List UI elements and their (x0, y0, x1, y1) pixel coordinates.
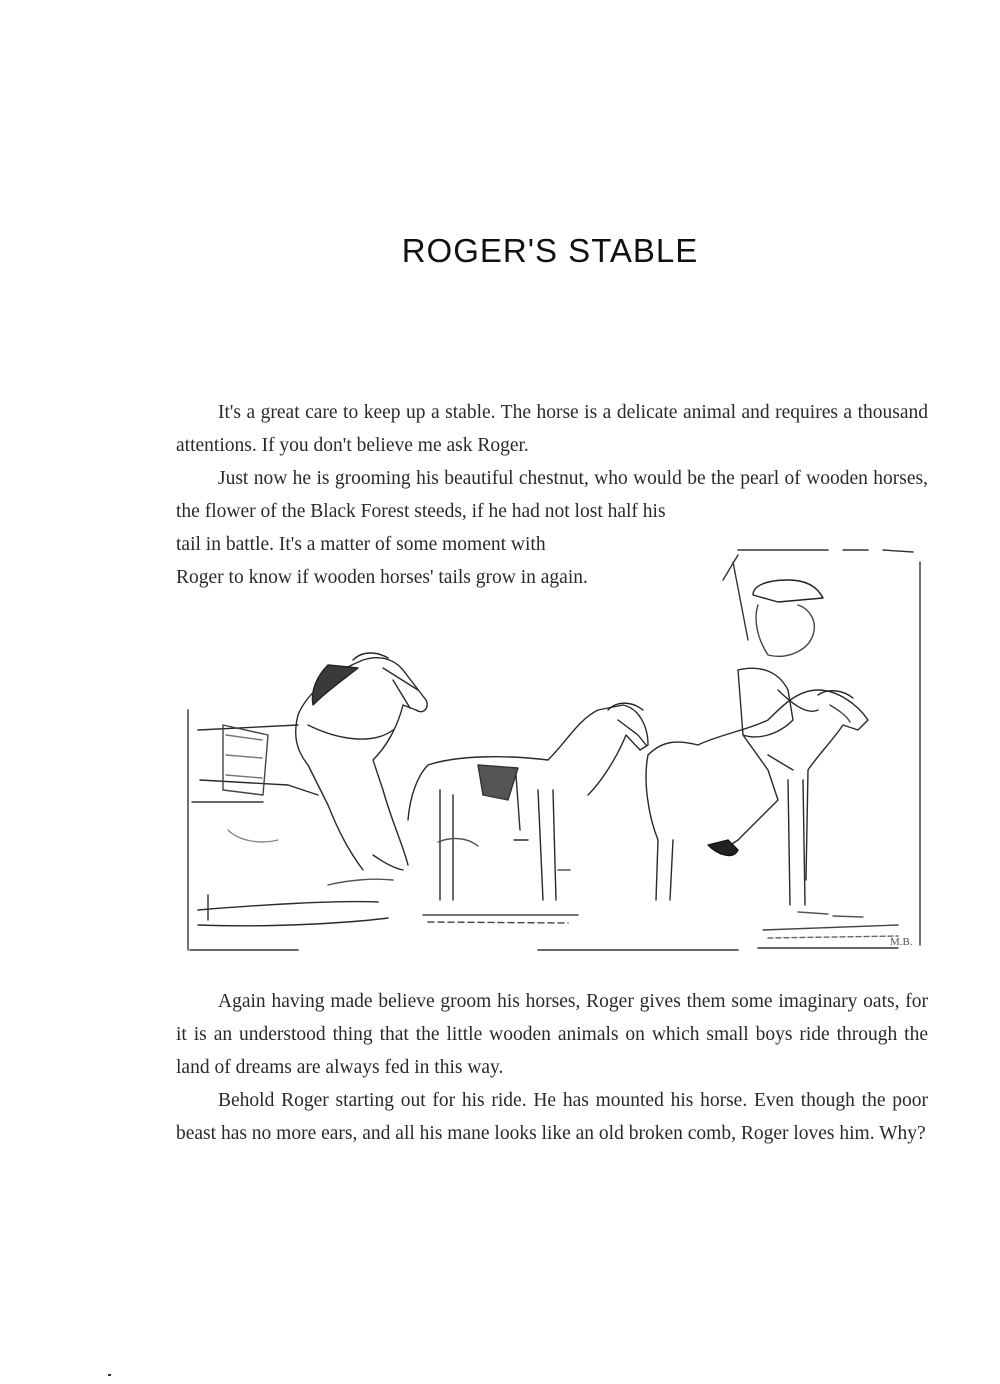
paragraph-1 (176, 396, 928, 462)
paragraph-2-text: Just now he is grooming his beautiful chestnut, who would be the pearl of wooden horses, the flower of the Black Forest steeds, if he had not lost half his (176, 468, 928, 522)
rocking-horse-left (198, 653, 427, 926)
horse-right-with-rider (646, 555, 898, 938)
paragraph-4-text: Behold Roger starting out for his ride. He has mounted his horse. Even though the poor beast has no more ears, and all his mane looks like an old broken comb, Roger loves him. Why? (176, 1090, 928, 1144)
paragraph-3 (176, 985, 928, 1084)
illustration-horses (178, 540, 933, 960)
ground-marks (328, 839, 863, 917)
frame-lines (188, 550, 920, 950)
corner-mark (108, 1374, 111, 1376)
paragraph-4 (176, 1084, 928, 1150)
paragraph-2 (176, 462, 928, 528)
page-title: ROGER'S STABLE (401, 232, 699, 269)
paragraph-1-text: It's a great care to keep up a stable. The horse is a delicate animal and requires a thousand attentions. If you don't believe me ask Roger. (176, 402, 928, 456)
paragraph-3-text: Again having made believe groom his horses, Roger gives them some imaginary oats, for it is an understood thing that the little wooden animals on which small boys ride through the land of dreams are always fed in this way. (176, 991, 928, 1078)
paragraph-2-continued: tail in battle. It's a matter of some moment with Roger to know if wooden horses' tails grow in again. (176, 534, 588, 588)
horse-middle (408, 703, 648, 923)
illustration-signature: M.B. (890, 936, 913, 948)
